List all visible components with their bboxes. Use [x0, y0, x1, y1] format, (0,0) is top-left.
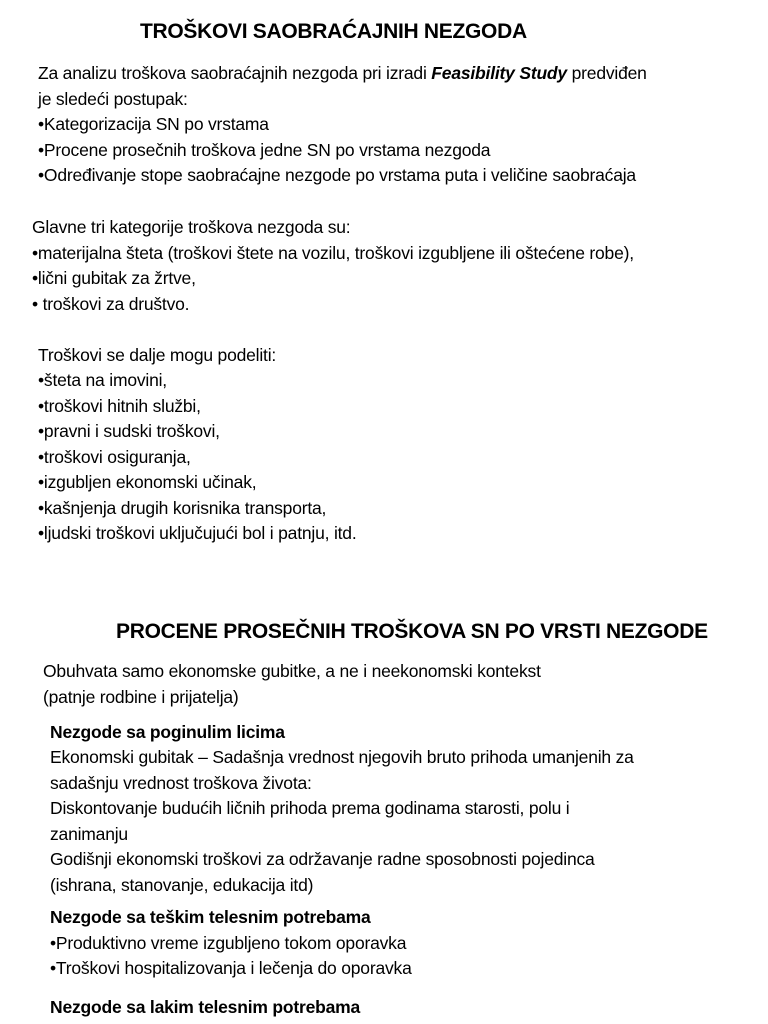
- section1-intro-line1: [38, 60, 647, 86]
- section2-intro-line: (patnje rodbine i prijatelja): [43, 687, 239, 707]
- intro-emphasis: Feasibility Study: [431, 63, 567, 83]
- further-item: •pravni i sudski troškovi,: [38, 421, 220, 441]
- section1-intro-line2: je sledeći postupak:: [38, 89, 188, 109]
- fatal-line: Diskontovanje budućih ličnih prihoda prema godinama starosti, polu i: [50, 798, 570, 818]
- further-item: •troškovi osiguranja,: [38, 447, 191, 467]
- intro-text-before: Za analizu troškova saobraćajnih nezgoda pri izradi: [38, 63, 432, 83]
- further-item: •troškovi hitnih službi,: [38, 396, 201, 416]
- further-item: •šteta na imovini,: [38, 370, 167, 390]
- further-item: •izgubljen ekonomski učinak,: [38, 472, 257, 492]
- categories-intro: Glavne tri kategorije troškova nezgoda su:: [32, 217, 351, 237]
- step-item: •Kategorizacija SN po vrstama: [38, 114, 269, 134]
- fatal-line: sadašnju vrednost troškova života:: [50, 773, 312, 793]
- further-item: •kašnjenja drugih korisnika transporta,: [38, 498, 327, 518]
- intro-text-after: predviđen: [566, 63, 647, 83]
- fatal-line: Godišnji ekonomski troškovi za održavanje radne sposobnosti pojedinca: [50, 849, 595, 869]
- category-item: •lični gubitak za žrtve,: [32, 268, 196, 288]
- further-item: •ljudski troškovi uključujući bol i patnju, itd.: [38, 523, 357, 543]
- section2-intro-line: Obuhvata samo ekonomske gubitke, a ne i neekonomski kontekst: [43, 661, 541, 681]
- serious-line: •Troškovi hospitalizovanja i lečenja do oporavka: [50, 958, 412, 978]
- fatal-line: (ishrana, stanovanje, edukacija itd): [50, 875, 314, 895]
- section2-title: PROCENE PROSEČNIH TROŠKOVA SN PO VRSTI NEZGODE: [116, 620, 708, 643]
- step-item: •Procene prosečnih troškova jedne SN po vrstama nezgoda: [38, 140, 491, 160]
- section1-title: TROŠKOVI SAOBRAĆAJNIH NEZGODA: [140, 20, 527, 43]
- light-heading: Nezgode sa lakim telesnim potrebama: [50, 997, 361, 1017]
- category-item: • troškovi za društvo.: [32, 294, 190, 314]
- fatal-line: Ekonomski gubitak – Sadašnja vrednost njegovih bruto prihoda umanjenih za: [50, 747, 634, 767]
- further-intro: Troškovi se dalje mogu podeliti:: [38, 345, 277, 365]
- category-item: •materijalna šteta (troškovi štete na vozilu, troškovi izgubljene ili oštećene robe),: [32, 243, 634, 263]
- fatal-line: zanimanju: [50, 824, 128, 844]
- step-item: •Određivanje stope saobraćajne nezgode po vrstama puta i veličine saobraćaja: [38, 165, 636, 185]
- fatal-heading: Nezgode sa poginulim licima: [50, 722, 285, 742]
- serious-line: •Produktivno vreme izgubljeno tokom oporavka: [50, 933, 407, 953]
- serious-heading: Nezgode sa teškim telesnim potrebama: [50, 907, 371, 927]
